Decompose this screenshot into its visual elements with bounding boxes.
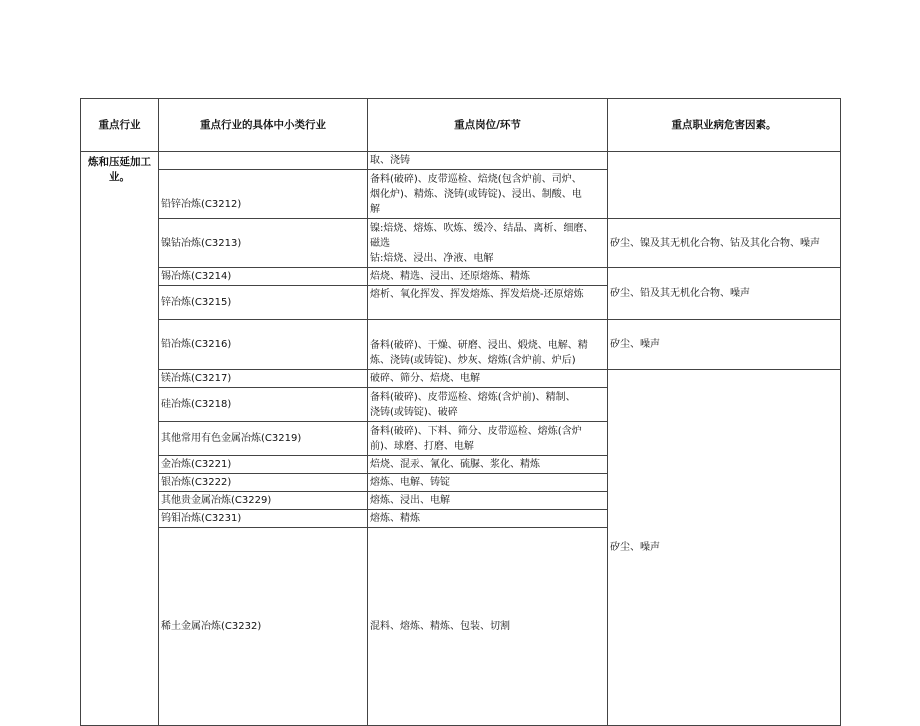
posts-cell: 备料(破碎)、下料、筛分、皮带巡检、熔炼(含炉 前)、球磨、打磨、电解	[368, 422, 608, 456]
posts-cell: 熔炼、电解、铸锭	[368, 474, 608, 492]
subclass-cell: 铅冶炼(C3216)	[159, 320, 368, 370]
subclass-cell: 其他贵金属冶炼(C3229)	[159, 492, 368, 510]
header-row	[81, 99, 841, 152]
industry-cell: 炼和压延加工 业。	[81, 152, 159, 726]
posts-cell: 镍:焙烧、熔炼、吹炼、缓冷、结晶、离析、细磨、 磁选 钴:焙烧、浸出、净液、电解	[368, 219, 608, 268]
header-industry: 重点行业	[81, 99, 159, 152]
posts-cell: 熔炼、浸出、电解	[368, 492, 608, 510]
posts-cell: 备料(破碎)、皮带巡检、焙烧(包含炉前、司炉、 烟化炉)、精炼、浇铸(或铸锭)、浸出、制酸、电 解	[368, 170, 608, 219]
subclass-cell: 稀土金属冶炼(C3232)	[159, 528, 368, 726]
table-row	[81, 268, 841, 286]
subclass-cell: 其他常用有色金属冶炼(C3219)	[159, 422, 368, 456]
header-posts: 重点岗位/环节	[368, 99, 608, 152]
subclass-cell: 钨钼冶炼(C3231)	[159, 510, 368, 528]
table-row	[81, 370, 841, 388]
table-row	[81, 152, 841, 170]
hazard-table-sheet	[80, 98, 840, 726]
subclass-cell: 锌冶炼(C3215)	[159, 286, 368, 320]
subclass-cell: 镁冶炼(C3217)	[159, 370, 368, 388]
subclass-cell: 锡冶炼(C3214)	[159, 268, 368, 286]
posts-cell: 取、浇铸	[368, 152, 608, 170]
hazard-cell: 矽尘、镍及其无机化合物、钴及其化合物、噪声	[608, 219, 841, 268]
hazard-cell: 矽尘、噪声	[608, 370, 841, 726]
table-row	[81, 320, 841, 370]
subclass-cell: 铅锌冶炼(C3212)	[159, 170, 368, 219]
header-hazards: 重点职业病危害因素。	[608, 99, 841, 152]
posts-cell: 破碎、筛分、焙烧、电解	[368, 370, 608, 388]
posts-cell: 焙烧、混汞、氰化、硫脲、浆化、精炼	[368, 456, 608, 474]
posts-cell: 熔炼、精炼	[368, 510, 608, 528]
subclass-cell: 银冶炼(C3222)	[159, 474, 368, 492]
posts-cell: 熔析、氧化挥发、挥发熔炼、挥发焙烧-还原熔炼	[368, 286, 608, 320]
posts-cell: 备料(破碎)、皮带巡检、熔炼(含炉前)、精制、 浇铸(或铸锭)、破碎	[368, 388, 608, 422]
subclass-cell: 硅冶炼(C3218)	[159, 388, 368, 422]
table-row	[81, 219, 841, 268]
posts-cell: 焙烧、精选、浸出、还原熔炼、精炼	[368, 268, 608, 286]
posts-cell: 备料(破碎)、干燥、研磨、浸出、煅烧、电解、精 炼、浇铸(或铸锭)、炒灰、熔炼(含炉前、炉后)	[368, 320, 608, 370]
subclass-cell	[159, 152, 368, 170]
hazard-cell: 矽尘、铅及其无机化合物、噪声	[608, 268, 841, 320]
header-subclass: 重点行业的具体中小类行业	[159, 99, 368, 152]
hazard-cell: 矽尘、噪声	[608, 320, 841, 370]
subclass-cell: 金冶炼(C3221)	[159, 456, 368, 474]
posts-cell: 混料、熔炼、精炼、包装、切割	[368, 528, 608, 726]
hazard-cell	[608, 152, 841, 219]
subclass-cell: 镍钴冶炼(C3213)	[159, 219, 368, 268]
hazard-table	[80, 98, 841, 726]
